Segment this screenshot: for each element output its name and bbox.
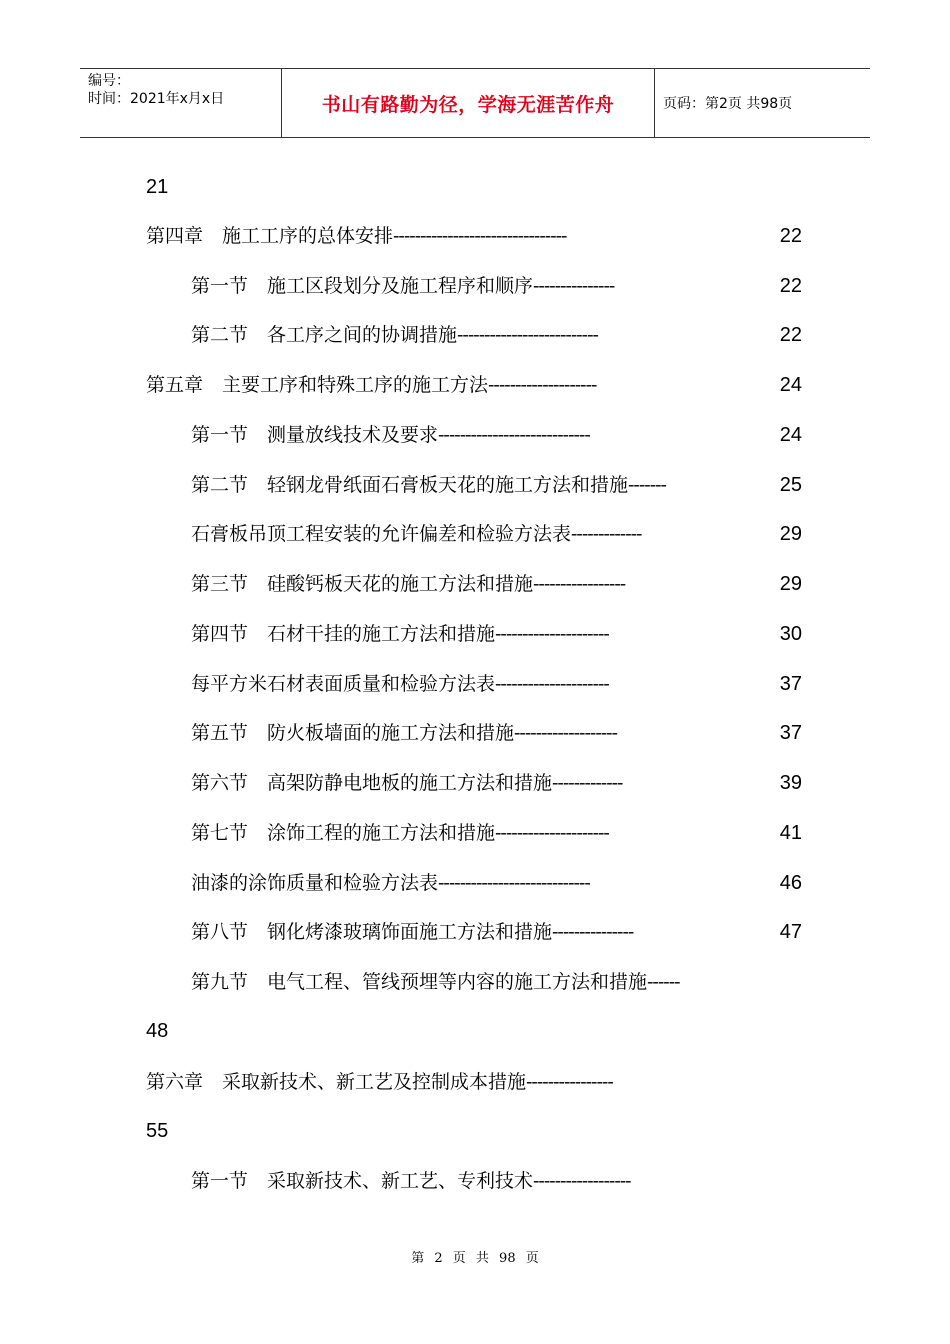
toc-entry-leader: -----------------	[533, 573, 626, 595]
toc-entry-leader: -------	[628, 474, 666, 496]
toc-entry-leader: ---------------	[533, 275, 615, 297]
toc-entry[interactable]	[191, 473, 802, 497]
toc-entry-title: 油漆的涂饰质量和检验方法表	[191, 872, 439, 894]
toc-entry-leader: ----------------	[526, 1071, 613, 1093]
toc-entry-title: 第一节 施工区段划分及施工程序和顺序	[191, 275, 534, 297]
document-time-label: 时间：2021年x月x日	[88, 91, 225, 107]
toc-entry-title: 第三节 硅酸钙板天花的施工方法和措施	[191, 573, 534, 595]
toc-entry-title: 第七节 涂饰工程的施工方法和措施	[191, 822, 496, 844]
toc-entry-leader: --------------------------------	[393, 225, 567, 247]
toc-entry-page: 24	[779, 424, 802, 446]
toc-entry[interactable]	[191, 970, 802, 994]
toc-page-number: 55	[146, 1120, 169, 1142]
toc-entry[interactable]	[191, 721, 802, 745]
toc-entry[interactable]	[191, 821, 802, 845]
toc-entry[interactable]	[191, 622, 802, 646]
toc-entry-leader: -------------	[571, 523, 642, 545]
toc-entry-title: 第九节 电气工程、管线预埋等内容的施工方法和措施	[191, 971, 648, 993]
toc-entry-leader: ---------------	[552, 921, 634, 943]
toc-entry-title: 第六节 高架防静电地板的施工方法和措施	[191, 772, 553, 794]
toc-entry[interactable]	[191, 274, 802, 298]
toc-entry-title: 第四章 施工工序的总体安排	[146, 225, 394, 247]
toc-entry-title: 第五章 主要工序和特殊工序的施工方法	[146, 374, 489, 396]
toc-entry-page: 39	[779, 772, 802, 794]
toc-entry-page: 41	[779, 822, 802, 844]
toc-entry[interactable]	[146, 224, 802, 248]
toc-entry-page: 25	[779, 474, 802, 496]
toc-entry-title: 第二节 各工序之间的协调措施	[191, 324, 458, 346]
document-code-label: 编号：	[88, 73, 130, 89]
toc-entry-leader: ---------------------	[495, 623, 609, 645]
toc-entry-title: 第五节 防火板墙面的施工方法和措施	[191, 722, 515, 744]
toc-entry-page: 46	[779, 872, 802, 894]
toc-entry-leader: ---------------------	[495, 822, 609, 844]
toc-entry-leader: ---------------------	[495, 673, 609, 695]
header-page-label: 页码：第2页 共98页	[663, 96, 793, 112]
toc-entry-page: 30	[779, 623, 802, 645]
toc-entry-leader: ----------------------------	[438, 872, 590, 894]
page-footer: 第 2 页 共 98 页	[411, 1251, 539, 1266]
toc-entry-page: 29	[779, 573, 802, 595]
toc-entry-title: 每平方米石材表面质量和检验方法表	[191, 673, 496, 695]
toc-entry-leader: -------------------	[514, 722, 617, 744]
toc-entry-leader: -------------	[552, 772, 623, 794]
toc-entry[interactable]	[191, 920, 802, 944]
toc-entry[interactable]	[191, 323, 802, 347]
page-header	[80, 68, 870, 138]
toc-entry[interactable]	[146, 1070, 802, 1094]
toc-entry[interactable]	[191, 1169, 802, 1193]
toc-entry[interactable]	[191, 572, 802, 596]
toc-entry[interactable]	[146, 373, 802, 397]
toc-entry-leader: --------------------	[488, 374, 597, 396]
toc-entry-leader: ----------------------------	[438, 424, 590, 446]
toc-entry-title: 第六章 采取新技术、新工艺及控制成本措施	[146, 1071, 527, 1093]
toc-entry-page: 22	[779, 324, 802, 346]
toc-entry-page: 37	[779, 722, 802, 744]
toc-entry-page: 47	[779, 921, 802, 943]
toc-entry-title: 第一节 采取新技术、新工艺、专利技术	[191, 1170, 534, 1192]
toc-entry-page: 37	[779, 673, 802, 695]
toc-entry[interactable]	[191, 771, 802, 795]
toc-entry-title: 第一节 测量放线技术及要求	[191, 424, 439, 446]
toc-entry-page: 22	[779, 225, 802, 247]
toc-entry-title: 第四节 石材干挂的施工方法和措施	[191, 623, 496, 645]
toc-entry-page: 24	[779, 374, 802, 396]
toc-entry-page: 29	[779, 523, 802, 545]
toc-entry-title: 第二节 轻钢龙骨纸面石膏板天花的施工方法和措施	[191, 474, 629, 496]
toc-entry[interactable]	[191, 423, 802, 447]
header-meta	[80, 69, 282, 137]
toc-entry-leader: --------------------------	[457, 324, 598, 346]
toc-entry[interactable]	[191, 871, 802, 895]
toc-entry-leader: ------------------	[533, 1170, 631, 1192]
toc-page-number: 48	[146, 1020, 169, 1042]
toc-entry[interactable]	[191, 672, 802, 696]
toc-entry-title: 第八节 钢化烤漆玻璃饰面施工方法和措施	[191, 921, 553, 943]
toc-entry[interactable]	[191, 522, 802, 546]
toc-entry-title: 石膏板吊顶工程安装的允许偏差和检验方法表	[191, 523, 572, 545]
toc-entry-leader: ------	[647, 971, 680, 993]
toc-entry-page: 22	[779, 275, 802, 297]
toc-page-number: 21	[146, 176, 169, 198]
header-motto: 书山有路勤为径，学海无涯苦作舟	[282, 69, 655, 137]
